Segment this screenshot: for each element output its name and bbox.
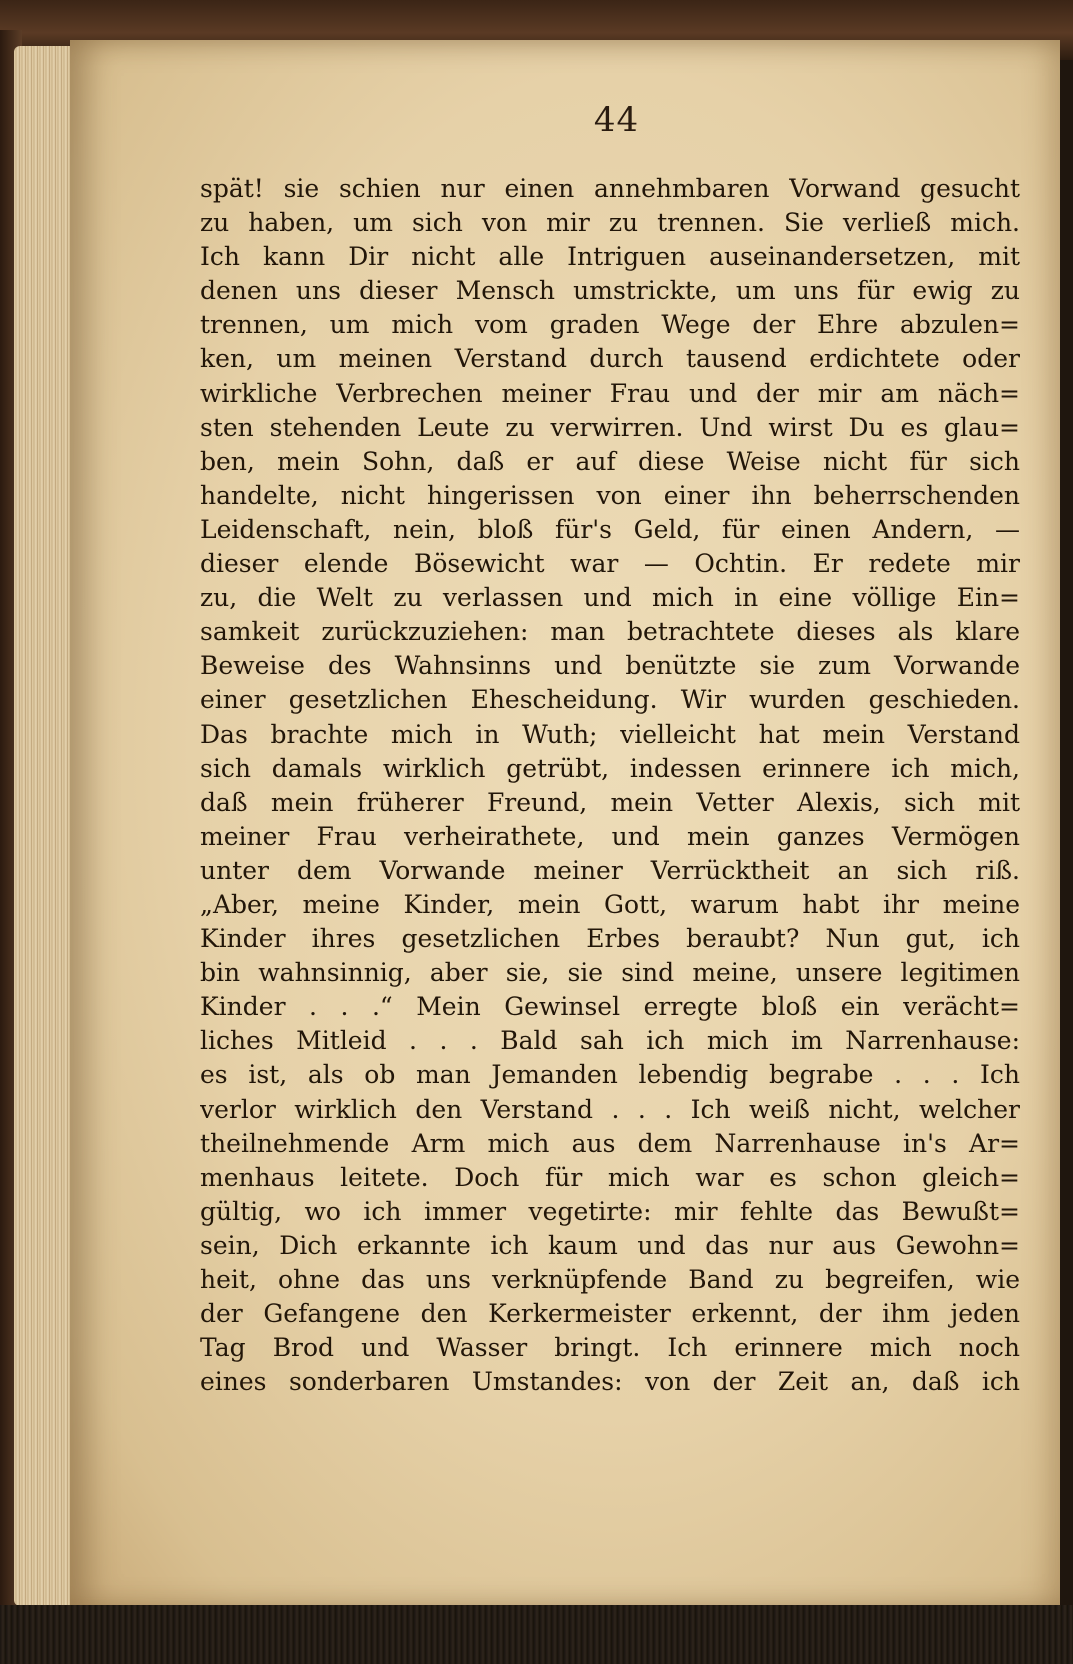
text-line: Tag Brod und Wasser bringt. Ich erinnere mich noch: [200, 1333, 1020, 1363]
text-line: sten stehenden Leute zu verwirren. Und wirst Du es glau=: [200, 412, 1020, 442]
text-line: daß mein früherer Freund, mein Vetter Alexis, sich mit: [200, 787, 1020, 817]
text-line: denen uns dieser Mensch umstrickte, um uns für ewig zu: [200, 276, 1020, 306]
text-line: menhaus leitete. Doch für mich war es schon gleich=: [200, 1162, 1020, 1192]
text-line: Ich kann Dir nicht alle Intriguen auseinandersetzen, mit: [200, 242, 1020, 272]
text-line: handelte, nicht hingerissen von einer ihn beherrschenden: [200, 480, 1020, 510]
text-line: samkeit zurückzuziehen: man betrachtete dieses als klare: [200, 617, 1020, 647]
text-line: Kinder . . .“ Mein Gewinsel erregte bloß ein verächt=: [200, 992, 1020, 1022]
text-line: ben, mein Sohn, daß er auf diese Weise nicht für sich: [200, 446, 1020, 476]
text-line: eines sonderbaren Umstandes: von der Zeit an, daß ich: [200, 1367, 1020, 1397]
text-line: verlor wirklich den Verstand . . . Ich weiß nicht, welcher: [200, 1094, 1020, 1124]
text-line: spät! sie schien nur einen annehmbaren Vorwand gesucht: [200, 174, 1020, 203]
text-line: sich damals wirklich getrübt, indessen erinnere ich mich,: [200, 753, 1020, 783]
text-line: einer gesetzlichen Ehescheidung. Wir wurden geschieden.: [200, 685, 1020, 715]
text-line: unter dem Vorwande meiner Verrücktheit an sich riß.: [200, 855, 1020, 885]
text-line: meiner Frau verheirathete, und mein ganzes Vermögen: [200, 821, 1020, 851]
text-line: heit, ohne das uns verknüpfende Band zu begreifen, wie: [200, 1265, 1020, 1294]
text-line: Beweise des Wahnsinns und benützte sie zum Vorwande: [200, 651, 1020, 681]
text-line: zu, die Welt zu verlassen und mich in eine völlige Ein=: [200, 583, 1020, 613]
book-bottom-edge: [0, 1605, 1073, 1664]
text-line: dieser elende Bösewicht war — Ochtin. Er redete mir: [200, 549, 1020, 579]
text-line: Das brachte mich in Wuth; vielleicht hat mein Verstand: [200, 719, 1020, 749]
page-number: 44: [593, 100, 640, 140]
page-body-text: [200, 172, 1020, 1399]
text-line: zu haben, um sich von mir zu trennen. Sie verließ mich.: [200, 208, 1020, 238]
text-line: es ist, als ob man Jemanden lebendig begrabe . . . Ich: [200, 1060, 1020, 1090]
text-line: der Gefangene den Kerkermeister erkennt, der ihm jeden: [200, 1299, 1020, 1329]
text-line: sein, Dich erkannte ich kaum und das nur aus Gewohn=: [200, 1230, 1020, 1260]
text-line: bin wahnsinnig, aber sie, sie sind meine, unsere legitimen: [200, 958, 1020, 988]
text-line: Leidenschaft, nein, bloß für's Geld, für einen Andern, —: [200, 514, 1020, 544]
text-line: trennen, um mich vom graden Wege der Ehre abzulen=: [200, 310, 1020, 340]
text-line: „Aber, meine Kinder, mein Gott, warum habt ihr meine: [200, 889, 1020, 919]
text-line: theilnehmende Arm mich aus dem Narrenhause in's Ar=: [200, 1128, 1020, 1158]
text-line: ken, um meinen Verstand durch tausend erdichtete oder: [200, 344, 1020, 374]
text-line: Kinder ihres gesetzlichen Erbes beraubt? Nun gut, ich: [200, 924, 1020, 954]
text-line: gültig, wo ich immer vegetirte: mir fehlte das Bewußt=: [200, 1196, 1020, 1226]
text-line: wirkliche Verbrechen meiner Frau und der mir am näch=: [200, 378, 1020, 408]
text-line: liches Mitleid . . . Bald sah ich mich im Narrenhause:: [200, 1026, 1020, 1056]
